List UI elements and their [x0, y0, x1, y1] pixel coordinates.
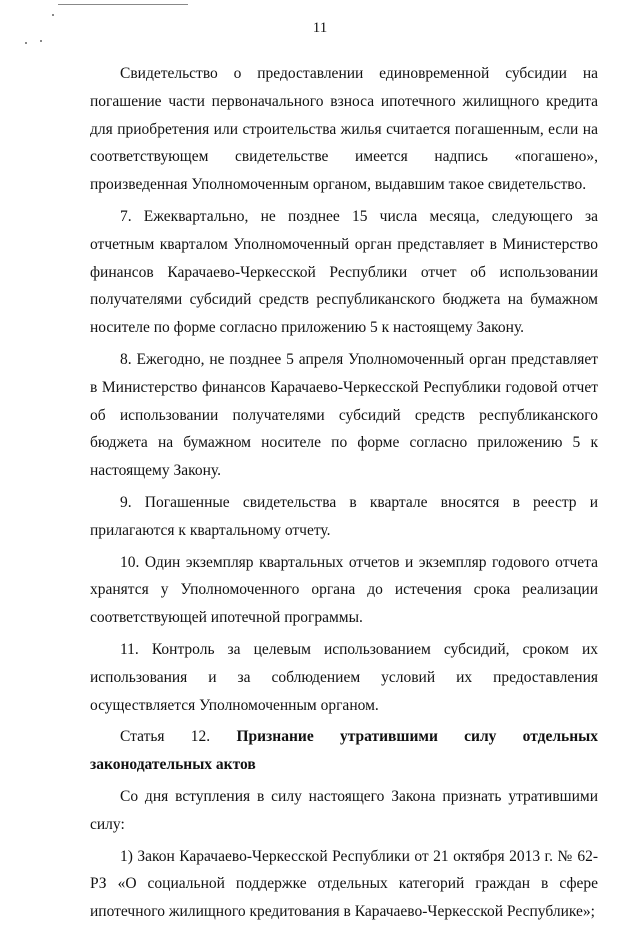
paragraph-item-7: 7. Ежеквартально, не позднее 15 числа месяца, следующего за отчетным кварталом Уполномоченный орган представляет в Министерство финансов Карачаево-Черкесской Республики отчет об использовании получателями субсидий средств республиканского бюджета на бумажном носителе по форме согласно приложению 5 к настоящему Закону. — [90, 207, 598, 337]
paragraph-item-9: 9. Погашенные свидетельства в квартале вносятся в реестр и прилагаются к квартальному отчету. — [90, 493, 598, 539]
paragraph-item-8: 8. Ежегодно, не позднее 5 апреля Уполномоченный орган представляет в Министерство финансов Карачаево-Черкесской Республики годовой отчет об использовании получателями субсидий средств республиканского бюджета на бумажном носителе по форме согласно приложению 5 к настоящему Закону. — [90, 350, 598, 480]
paragraph-item-11: 11. Контроль за целевым использованием субсидий, сроком их использования и за соблюдением условий их предоставления осуществляется Уполномоченным органом. — [90, 640, 598, 714]
article-number: Статья 12. — [120, 728, 237, 746]
scan-artifact-dot — [40, 40, 42, 42]
paragraph-certificate-repaid: Свидетельство о предоставлении единовременной субсидии на погашение части первоначального взноса ипотечного жилищного кредита для приобретения или строительства жилья считается погашенным, если на соответствующем свидетельстве имеется надпись «погашено», произведенная Уполномоченным органом, выдавшим такое свидетельство. — [90, 65, 598, 194]
scan-artifact-dot — [52, 14, 54, 16]
paragraph-item-10: 10. Один экземпляр квартальных отчетов и экземпляр годового отчета хранятся у Уполномоченного органа до истечения срока реализации соответствующей ипотечной программы. — [90, 553, 598, 627]
scan-artifact-line — [58, 4, 188, 5]
article-title: Признание утратившими силу отдельных законодательных актов — [90, 728, 598, 774]
document-body — [90, 60, 598, 930]
article-heading — [90, 723, 598, 779]
paragraph-article-item-1: 1) Закон Карачаево-Черкесской Республики от 21 октября 2013 г. № 62-РЗ «О социальной поддержке отдельных категорий граждан в сфере ипотечного жилищного кредитования в Карачаево-Черкесской Республике»; — [90, 847, 598, 921]
paragraph-article-intro: Со дня вступления в силу настоящего Закона признать утратившими силу: — [90, 787, 598, 833]
scan-artifact-dot — [25, 42, 27, 44]
page-number: 11 — [312, 20, 328, 36]
